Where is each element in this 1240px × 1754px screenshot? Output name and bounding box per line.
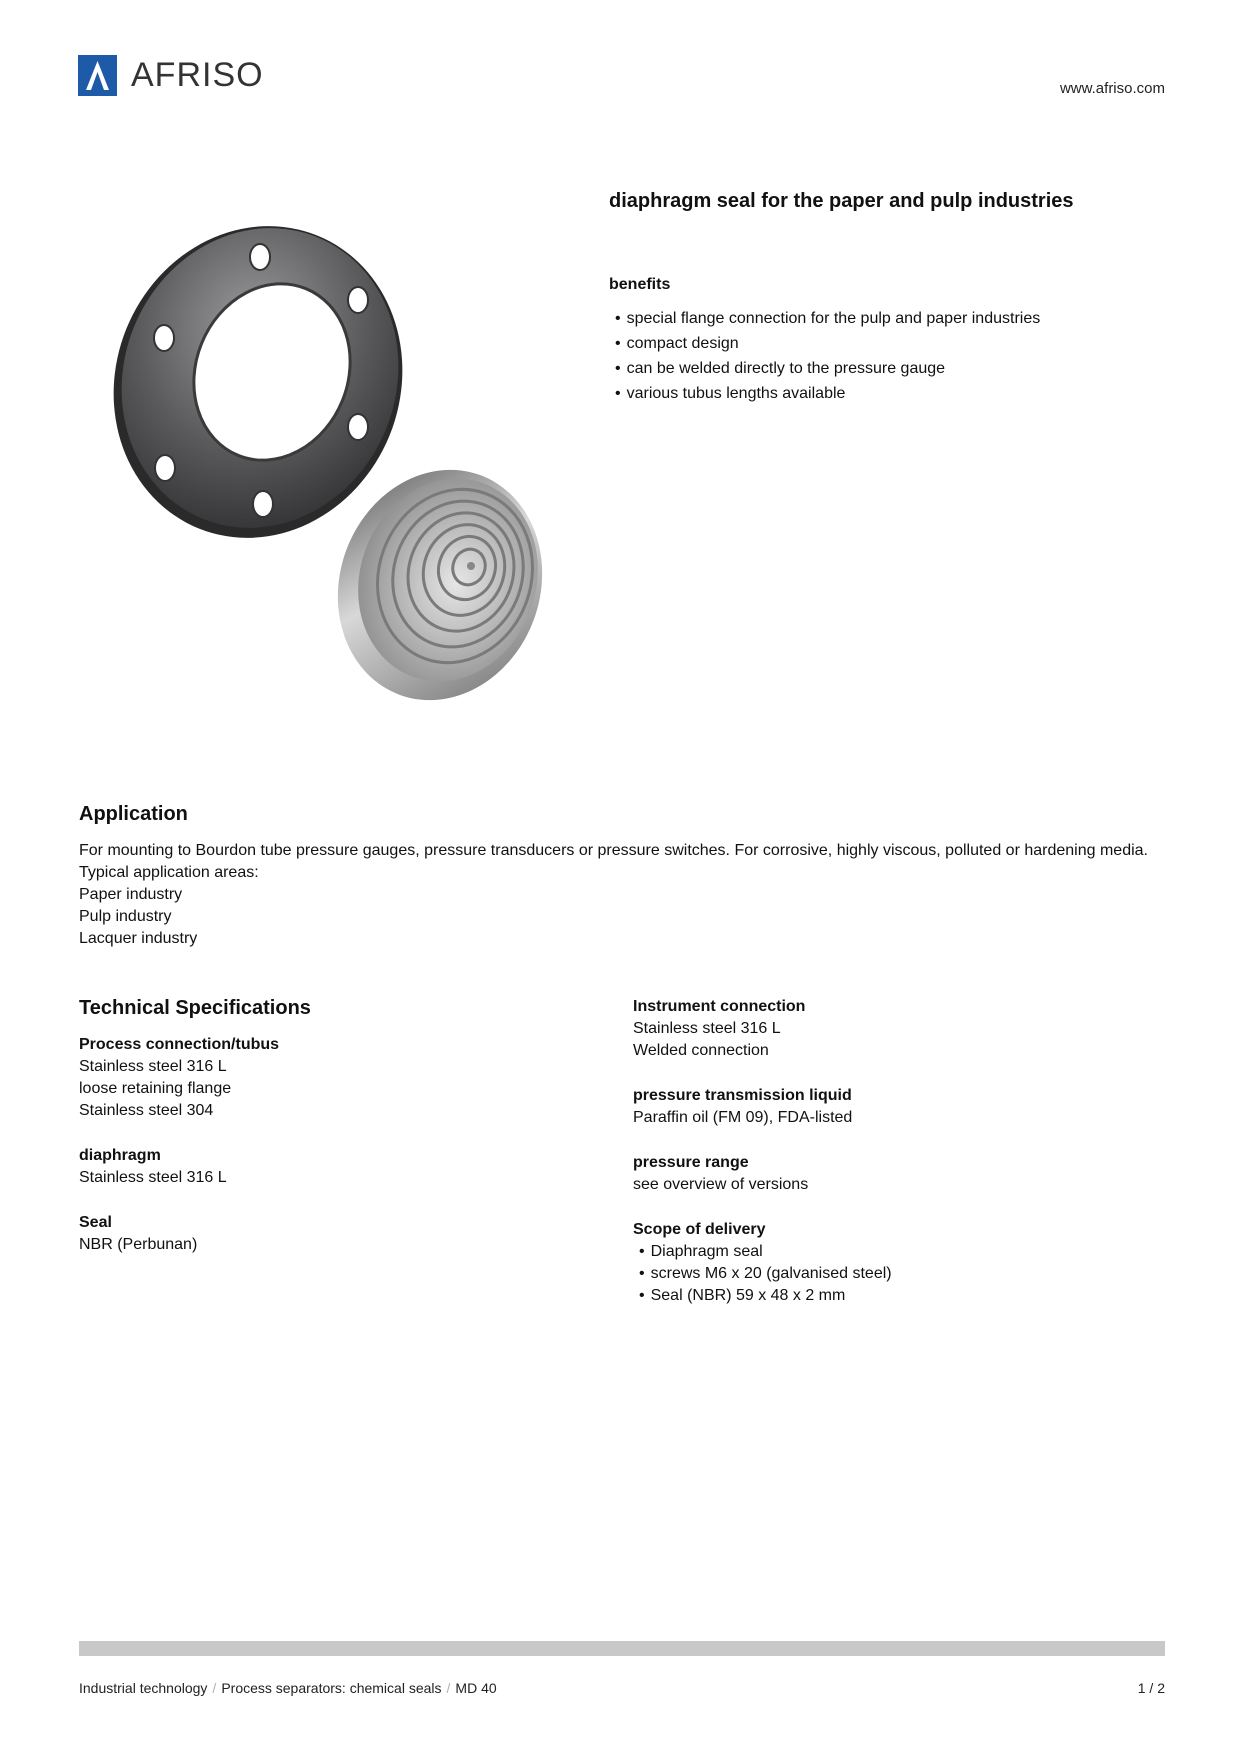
- list-item: Paper industry: [79, 886, 183, 903]
- spec-value: Stainless steel 316 L: [79, 1058, 227, 1075]
- spec-value: Stainless steel 316 L: [633, 1020, 781, 1037]
- footer-divider: [79, 1641, 1165, 1656]
- site-url[interactable]: www.afriso.com: [1059, 80, 1165, 97]
- spec-value: see overview of versions: [633, 1176, 809, 1193]
- list-item: • Seal (NBR) 59 x 48 x 2 mm: [633, 1285, 1153, 1307]
- list-item: • compact design: [609, 331, 1040, 356]
- list-item: • screws M6 x 20 (galvanised steel): [633, 1263, 1153, 1285]
- brand-name: AFRISO: [131, 55, 264, 94]
- spec-title: Seal: [79, 1214, 112, 1231]
- spec-title: pressure range: [633, 1154, 749, 1171]
- list-item: • Diaphragm seal: [633, 1241, 1153, 1263]
- spec-process-connection: [79, 1034, 579, 1122]
- breadcrumb: [79, 1680, 497, 1696]
- product-title: diaphragm seal for the paper and pulp industries: [609, 190, 1074, 212]
- breadcrumb-separator: /: [446, 1680, 451, 1696]
- breadcrumb-item: MD 40: [455, 1680, 497, 1696]
- spec-value: loose retaining flange: [79, 1080, 232, 1097]
- spec-title: Instrument connection: [633, 998, 806, 1015]
- spec-diaphragm: [79, 1145, 579, 1189]
- brand-logo: [78, 54, 264, 96]
- spec-scope-of-delivery: [633, 1219, 1153, 1307]
- spec-title: Process connection/tubus: [79, 1036, 280, 1053]
- spec-column-left: [79, 1034, 579, 1279]
- list-item: • special flange connection for the pulp and paper industries: [609, 306, 1040, 331]
- application-text: For mounting to Bourdon tube pressure gauges, pressure transducers or pressure switches. For corrosive, highly viscous, polluted or hardening media. Typical application areas:: [79, 842, 1148, 881]
- spec-title: Scope of delivery: [633, 1221, 766, 1238]
- spec-title: pressure transmission liquid: [633, 1087, 852, 1104]
- breadcrumb-item[interactable]: Process separators: chemical seals: [221, 1680, 442, 1696]
- spec-title: diaphragm: [79, 1147, 161, 1164]
- benefits-list: [609, 306, 1040, 406]
- page-number: 1 / 2: [1137, 1680, 1165, 1696]
- afriso-logo-icon: [78, 55, 117, 96]
- list-item: Lacquer industry: [79, 930, 198, 947]
- spec-value: Paraffin oil (FM 09), FDA-listed: [633, 1109, 853, 1126]
- list-item: • various tubus lengths available: [609, 381, 1040, 406]
- benefits-heading: benefits: [609, 276, 671, 293]
- list-item: Pulp industry: [79, 908, 172, 925]
- spec-value: Stainless steel 304: [79, 1102, 214, 1119]
- spec-value: NBR (Perbunan): [79, 1236, 198, 1253]
- spec-column-right: [633, 996, 1153, 1330]
- spec-transmission-liquid: [633, 1085, 1153, 1129]
- application-heading: Application: [79, 803, 188, 825]
- spec-pressure-range: [633, 1152, 1153, 1196]
- breadcrumb-separator: /: [212, 1680, 217, 1696]
- product-photo: [100, 212, 580, 712]
- list-item: • can be welded directly to the pressure gauge: [609, 356, 1040, 381]
- application-areas: [79, 884, 197, 950]
- spec-value: Welded connection: [633, 1042, 769, 1059]
- breadcrumb-item[interactable]: Industrial technology: [79, 1680, 208, 1696]
- spec-heading: Technical Specifications: [79, 997, 311, 1019]
- spec-instrument-connection: [633, 996, 1153, 1062]
- spec-value: Stainless steel 316 L: [79, 1169, 227, 1186]
- spec-seal: [79, 1212, 579, 1256]
- delivery-list: [633, 1241, 1153, 1307]
